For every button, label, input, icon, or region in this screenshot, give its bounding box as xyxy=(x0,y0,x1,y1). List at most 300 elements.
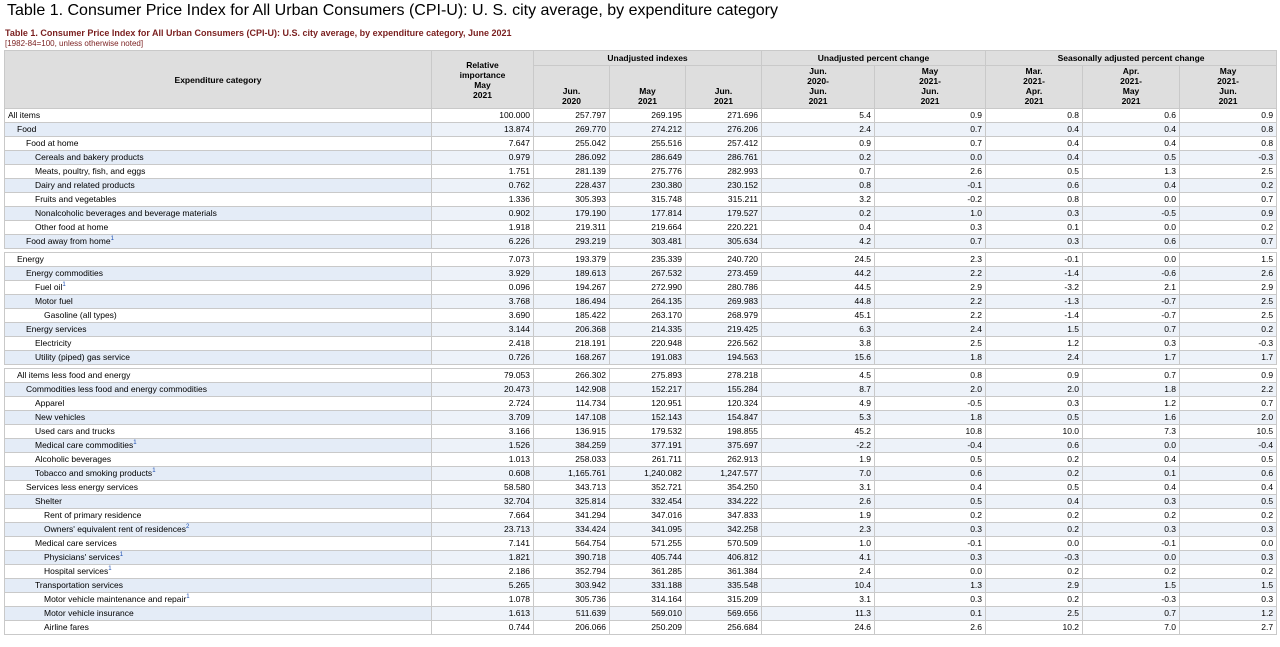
relative-importance-cell: 7.647 xyxy=(432,137,534,151)
category-cell xyxy=(5,523,432,537)
footnote-link[interactable]: 1 xyxy=(133,440,137,447)
table-row xyxy=(5,537,1277,551)
sa-may-jun-cell: 0.8 xyxy=(1180,123,1277,137)
index-jun-2021-cell: 286.761 xyxy=(686,151,762,165)
index-may-2021-cell: 315.748 xyxy=(610,193,686,207)
index-may-2021-cell: 1,240.082 xyxy=(610,467,686,481)
table-row xyxy=(5,253,1277,267)
relative-importance-cell: 23.713 xyxy=(432,523,534,537)
sa-apr-may-cell: 0.4 xyxy=(1083,137,1180,151)
index-jun-2021-cell: 194.563 xyxy=(686,351,762,365)
table-subcaption: [1982-84=100, unless otherwise noted] xyxy=(5,39,144,48)
category-cell xyxy=(5,607,432,621)
index-jun-2021-cell: 269.983 xyxy=(686,295,762,309)
sa-may-jun-cell: 2.5 xyxy=(1180,165,1277,179)
index-jun-2021-cell: 240.720 xyxy=(686,253,762,267)
category-cell xyxy=(5,537,432,551)
cpi-table xyxy=(4,50,1277,635)
sa-mar-apr-cell: 0.2 xyxy=(986,523,1083,537)
pct-may21-jun21-cell: 1.8 xyxy=(875,411,986,425)
table-row xyxy=(5,165,1277,179)
sa-mar-apr-cell: -1.4 xyxy=(986,309,1083,323)
table-row xyxy=(5,565,1277,579)
category-cell xyxy=(5,193,432,207)
sa-apr-may-cell: 2.1 xyxy=(1083,281,1180,295)
sa-may-jun-cell: 2.0 xyxy=(1180,411,1277,425)
relative-importance-cell: 3.690 xyxy=(432,309,534,323)
index-jun-2021-cell: 154.847 xyxy=(686,411,762,425)
category-cell xyxy=(5,481,432,495)
relative-importance-cell: 1.613 xyxy=(432,607,534,621)
sa-may-jun-cell: 0.7 xyxy=(1180,235,1277,249)
index-may-2021-cell: 314.164 xyxy=(610,593,686,607)
sa-may-jun-cell: 2.9 xyxy=(1180,281,1277,295)
pct-jun20-jun21-cell: 4.1 xyxy=(762,551,875,565)
sa-apr-may-cell: 0.7 xyxy=(1083,323,1180,337)
sa-apr-may-cell: 0.4 xyxy=(1083,123,1180,137)
pct-may21-jun21-cell: 0.3 xyxy=(875,593,986,607)
index-jun-2021-cell: 342.258 xyxy=(686,523,762,537)
pct-may21-jun21-cell: -0.1 xyxy=(875,179,986,193)
index-may-2021-cell: 274.212 xyxy=(610,123,686,137)
sa-may-jun-cell: 1.2 xyxy=(1180,607,1277,621)
page-title: Table 1. Consumer Price Index for All Urban Consumers (CPI-U): U. S. city average, by expenditure category xyxy=(7,2,778,19)
pct-may21-jun21-cell: 2.4 xyxy=(875,323,986,337)
table-row xyxy=(5,523,1277,537)
index-jun-2021-cell: 335.548 xyxy=(686,579,762,593)
index-may-2021-cell: 220.948 xyxy=(610,337,686,351)
relative-importance-cell: 3.768 xyxy=(432,295,534,309)
category-name: Owners' equivalent rent of residences xyxy=(44,524,186,534)
category-name: Hospital services xyxy=(44,566,109,576)
index-jun-2021-cell: 262.913 xyxy=(686,453,762,467)
pct-jun20-jun21-cell: 0.2 xyxy=(762,151,875,165)
index-jun-2020-cell: 269.770 xyxy=(534,123,610,137)
index-may-2021-cell: 219.664 xyxy=(610,221,686,235)
category-name: Commodities less food and energy commodities xyxy=(26,384,207,394)
pct-may21-jun21-cell: 10.8 xyxy=(875,425,986,439)
relative-importance-cell: 0.726 xyxy=(432,351,534,365)
pct-may21-jun21-cell: 1.8 xyxy=(875,351,986,365)
index-jun-2021-cell: 198.855 xyxy=(686,425,762,439)
sa-apr-may-cell: 0.3 xyxy=(1083,523,1180,537)
sa-may-jun-cell: 1.5 xyxy=(1180,253,1277,267)
index-jun-2020-cell: 258.033 xyxy=(534,453,610,467)
index-jun-2021-cell: 155.284 xyxy=(686,383,762,397)
category-name: Dairy and related products xyxy=(35,180,135,190)
header-group-unadjusted-indexes: Unadjusted indexes xyxy=(534,51,762,66)
index-jun-2021-cell: 282.993 xyxy=(686,165,762,179)
index-jun-2020-cell: 334.424 xyxy=(534,523,610,537)
index-may-2021-cell: 269.195 xyxy=(610,109,686,123)
pct-jun20-jun21-cell: 2.4 xyxy=(762,123,875,137)
sa-may-jun-cell: -0.3 xyxy=(1180,151,1277,165)
index-jun-2020-cell: 206.368 xyxy=(534,323,610,337)
pct-jun20-jun21-cell: 1.9 xyxy=(762,453,875,467)
category-cell xyxy=(5,151,432,165)
category-cell xyxy=(5,551,432,565)
table-row xyxy=(5,281,1277,295)
pct-jun20-jun21-cell: 24.6 xyxy=(762,621,875,635)
category-name: Fruits and vegetables xyxy=(35,194,117,204)
sa-mar-apr-cell: 0.2 xyxy=(986,565,1083,579)
table-body xyxy=(5,109,1277,635)
relative-importance-cell: 7.664 xyxy=(432,509,534,523)
relative-importance-cell: 0.979 xyxy=(432,151,534,165)
sa-mar-apr-cell: -1.4 xyxy=(986,267,1083,281)
index-jun-2021-cell: 315.209 xyxy=(686,593,762,607)
pct-jun20-jun21-cell: 1.9 xyxy=(762,509,875,523)
pct-jun20-jun21-cell: 0.7 xyxy=(762,165,875,179)
relative-importance-cell: 1.336 xyxy=(432,193,534,207)
footnote-link[interactable]: 1 xyxy=(119,552,124,559)
sa-apr-may-cell: 0.6 xyxy=(1083,109,1180,123)
relative-importance-cell: 2.418 xyxy=(432,337,534,351)
pct-may21-jun21-cell: 0.2 xyxy=(875,509,986,523)
sa-mar-apr-cell: 0.4 xyxy=(986,151,1083,165)
sa-mar-apr-cell: 0.5 xyxy=(986,165,1083,179)
index-jun-2020-cell: 194.267 xyxy=(534,281,610,295)
index-jun-2020-cell: 228.437 xyxy=(534,179,610,193)
category-name: Gasoline (all types) xyxy=(44,310,117,320)
index-may-2021-cell: 255.516 xyxy=(610,137,686,151)
table-row xyxy=(5,151,1277,165)
relative-importance-cell: 3.144 xyxy=(432,323,534,337)
sa-mar-apr-cell: 2.5 xyxy=(986,607,1083,621)
sa-apr-may-cell: 1.8 xyxy=(1083,383,1180,397)
relative-importance-cell: 20.473 xyxy=(432,383,534,397)
sa-may-jun-cell: 0.8 xyxy=(1180,137,1277,151)
index-jun-2021-cell: 569.656 xyxy=(686,607,762,621)
category-name: Electricity xyxy=(35,338,72,348)
index-jun-2021-cell: 273.459 xyxy=(686,267,762,281)
category-name: Medical care services xyxy=(35,538,117,548)
sa-may-jun-cell: 0.9 xyxy=(1180,369,1277,383)
index-jun-2020-cell: 325.814 xyxy=(534,495,610,509)
index-may-2021-cell: 214.335 xyxy=(610,323,686,337)
index-jun-2020-cell: 511.639 xyxy=(534,607,610,621)
table-row xyxy=(5,221,1277,235)
index-jun-2020-cell: 179.190 xyxy=(534,207,610,221)
index-may-2021-cell: 352.721 xyxy=(610,481,686,495)
category-name: Transportation services xyxy=(35,580,124,590)
sa-mar-apr-cell: 0.9 xyxy=(986,369,1083,383)
index-jun-2020-cell: 352.794 xyxy=(534,565,610,579)
index-jun-2021-cell: 179.527 xyxy=(686,207,762,221)
table-row xyxy=(5,495,1277,509)
pct-may21-jun21-cell: 0.4 xyxy=(875,481,986,495)
category-name: Motor fuel xyxy=(35,296,73,306)
index-may-2021-cell: 361.285 xyxy=(610,565,686,579)
category-name: All items less food and energy xyxy=(17,370,131,380)
pct-jun20-jun21-cell: 3.8 xyxy=(762,337,875,351)
pct-jun20-jun21-cell: 3.2 xyxy=(762,193,875,207)
table-row xyxy=(5,295,1277,309)
category-name: Food away from home xyxy=(26,236,111,246)
index-may-2021-cell: 267.532 xyxy=(610,267,686,281)
category-name: Utility (piped) gas service xyxy=(35,352,130,362)
index-jun-2021-cell: 347.833 xyxy=(686,509,762,523)
relative-importance-cell: 3.929 xyxy=(432,267,534,281)
pct-may21-jun21-cell: 0.3 xyxy=(875,523,986,537)
footnote-link[interactable]: 1 xyxy=(108,566,112,573)
sa-apr-may-cell: 1.3 xyxy=(1083,165,1180,179)
category-cell xyxy=(5,439,432,453)
index-jun-2021-cell: 120.324 xyxy=(686,397,762,411)
sa-may-jun-cell: -0.4 xyxy=(1180,439,1277,453)
category-name: Shelter xyxy=(35,496,62,506)
sa-apr-may-cell: 0.0 xyxy=(1083,253,1180,267)
table-row xyxy=(5,439,1277,453)
relative-importance-cell: 6.226 xyxy=(432,235,534,249)
index-jun-2021-cell: 361.384 xyxy=(686,565,762,579)
sa-may-jun-cell: 0.2 xyxy=(1180,179,1277,193)
sa-apr-may-cell: 0.2 xyxy=(1083,565,1180,579)
sa-mar-apr-cell: 0.2 xyxy=(986,509,1083,523)
footnote-link[interactable]: 1 xyxy=(186,594,190,601)
category-cell xyxy=(5,453,432,467)
sa-mar-apr-cell: 0.2 xyxy=(986,453,1083,467)
category-cell xyxy=(5,579,432,593)
index-may-2021-cell: 275.893 xyxy=(610,369,686,383)
sa-mar-apr-cell: 0.4 xyxy=(986,137,1083,151)
pct-jun20-jun21-cell: 44.8 xyxy=(762,295,875,309)
sa-may-jun-cell: 10.5 xyxy=(1180,425,1277,439)
category-cell xyxy=(5,411,432,425)
category-name: Energy services xyxy=(26,324,87,334)
sa-apr-may-cell: 0.3 xyxy=(1083,495,1180,509)
sa-may-jun-cell: 2.2 xyxy=(1180,383,1277,397)
index-may-2021-cell: 250.209 xyxy=(610,621,686,635)
sa-apr-may-cell: 0.3 xyxy=(1083,337,1180,351)
index-may-2021-cell: 120.951 xyxy=(610,397,686,411)
category-cell xyxy=(5,179,432,193)
index-jun-2020-cell: 219.311 xyxy=(534,221,610,235)
sa-mar-apr-cell: 0.6 xyxy=(986,439,1083,453)
sa-apr-may-cell: 0.0 xyxy=(1083,221,1180,235)
category-cell xyxy=(5,207,432,221)
sa-mar-apr-cell: 2.9 xyxy=(986,579,1083,593)
pct-jun20-jun21-cell: 11.3 xyxy=(762,607,875,621)
sa-may-jun-cell: 0.9 xyxy=(1180,109,1277,123)
category-cell xyxy=(5,383,432,397)
pct-jun20-jun21-cell: 1.0 xyxy=(762,537,875,551)
table-row xyxy=(5,593,1277,607)
category-cell xyxy=(5,165,432,179)
relative-importance-cell: 7.141 xyxy=(432,537,534,551)
pct-may21-jun21-cell: 2.2 xyxy=(875,309,986,323)
relative-importance-cell: 1.526 xyxy=(432,439,534,453)
category-cell xyxy=(5,337,432,351)
sa-apr-may-cell: 1.2 xyxy=(1083,397,1180,411)
index-jun-2020-cell: 142.908 xyxy=(534,383,610,397)
sa-mar-apr-cell: 0.2 xyxy=(986,593,1083,607)
sa-mar-apr-cell: 2.0 xyxy=(986,383,1083,397)
index-may-2021-cell: 275.776 xyxy=(610,165,686,179)
sa-may-jun-cell: 0.4 xyxy=(1180,481,1277,495)
index-jun-2020-cell: 193.379 xyxy=(534,253,610,267)
sa-may-jun-cell: 1.5 xyxy=(1180,579,1277,593)
category-name: Motor vehicle insurance xyxy=(44,608,134,618)
category-name: Tobacco and smoking products xyxy=(35,468,153,478)
sa-may-jun-cell: 0.0 xyxy=(1180,537,1277,551)
index-jun-2020-cell: 286.092 xyxy=(534,151,610,165)
pct-may21-jun21-cell: 2.6 xyxy=(875,621,986,635)
footnote-link[interactable]: 1 xyxy=(152,468,156,475)
category-cell xyxy=(5,295,432,309)
index-jun-2020-cell: 281.139 xyxy=(534,165,610,179)
relative-importance-cell: 32.704 xyxy=(432,495,534,509)
pct-jun20-jun21-cell: 10.4 xyxy=(762,579,875,593)
pct-may21-jun21-cell: 0.3 xyxy=(875,221,986,235)
sa-apr-may-cell: 7.0 xyxy=(1083,621,1180,635)
index-jun-2021-cell: 219.425 xyxy=(686,323,762,337)
table-row xyxy=(5,467,1277,481)
pct-may21-jun21-cell: 2.2 xyxy=(875,295,986,309)
index-jun-2020-cell: 186.494 xyxy=(534,295,610,309)
pct-may21-jun21-cell: 1.3 xyxy=(875,579,986,593)
pct-may21-jun21-cell: 2.9 xyxy=(875,281,986,295)
sa-may-jun-cell: 0.3 xyxy=(1180,523,1277,537)
index-jun-2020-cell: 255.042 xyxy=(534,137,610,151)
index-may-2021-cell: 377.191 xyxy=(610,439,686,453)
pct-may21-jun21-cell: 2.6 xyxy=(875,165,986,179)
table-row xyxy=(5,411,1277,425)
category-name: Airline fares xyxy=(44,622,89,632)
pct-may21-jun21-cell: -0.2 xyxy=(875,193,986,207)
sa-mar-apr-cell: -0.3 xyxy=(986,551,1083,565)
index-jun-2021-cell: 334.222 xyxy=(686,495,762,509)
sa-mar-apr-cell: 0.8 xyxy=(986,109,1083,123)
table-row xyxy=(5,193,1277,207)
header-sa-mar-apr: Mar. 2021- Apr. 2021 xyxy=(986,66,1083,109)
category-cell xyxy=(5,123,432,137)
sa-apr-may-cell: 0.1 xyxy=(1083,467,1180,481)
pct-may21-jun21-cell: 0.8 xyxy=(875,369,986,383)
sa-apr-may-cell: 0.0 xyxy=(1083,439,1180,453)
pct-jun20-jun21-cell: 24.5 xyxy=(762,253,875,267)
sa-apr-may-cell: 1.7 xyxy=(1083,351,1180,365)
table-row xyxy=(5,453,1277,467)
sa-may-jun-cell: 0.2 xyxy=(1180,509,1277,523)
pct-jun20-jun21-cell: 7.0 xyxy=(762,467,875,481)
pct-may21-jun21-cell: 0.7 xyxy=(875,137,986,151)
sa-apr-may-cell: 0.7 xyxy=(1083,369,1180,383)
index-jun-2020-cell: 114.734 xyxy=(534,397,610,411)
category-cell xyxy=(5,253,432,267)
index-jun-2021-cell: 315.211 xyxy=(686,193,762,207)
sa-may-jun-cell: 1.7 xyxy=(1180,351,1277,365)
sa-apr-may-cell: 0.4 xyxy=(1083,179,1180,193)
sa-mar-apr-cell: -3.2 xyxy=(986,281,1083,295)
sa-mar-apr-cell: 0.1 xyxy=(986,221,1083,235)
footnote-link[interactable]: 2 xyxy=(185,524,190,531)
sa-apr-may-cell: 0.4 xyxy=(1083,453,1180,467)
sa-apr-may-cell: -0.7 xyxy=(1083,295,1180,309)
index-may-2021-cell: 303.481 xyxy=(610,235,686,249)
table-row xyxy=(5,607,1277,621)
category-cell xyxy=(5,593,432,607)
index-jun-2020-cell: 206.066 xyxy=(534,621,610,635)
sa-mar-apr-cell: 10.0 xyxy=(986,425,1083,439)
category-cell xyxy=(5,495,432,509)
table-row xyxy=(5,267,1277,281)
sa-mar-apr-cell: 0.6 xyxy=(986,179,1083,193)
table-row xyxy=(5,351,1277,365)
index-jun-2020-cell: 136.915 xyxy=(534,425,610,439)
category-cell xyxy=(5,221,432,235)
category-name: Services less energy services xyxy=(26,482,138,492)
sa-may-jun-cell: 0.7 xyxy=(1180,397,1277,411)
pct-may21-jun21-cell: -0.4 xyxy=(875,439,986,453)
category-name: Medical care commodities xyxy=(35,440,134,450)
sa-apr-may-cell: -0.5 xyxy=(1083,207,1180,221)
sa-apr-may-cell: 1.5 xyxy=(1083,579,1180,593)
index-may-2021-cell: 272.990 xyxy=(610,281,686,295)
sa-may-jun-cell: 0.2 xyxy=(1180,221,1277,235)
table-row xyxy=(5,425,1277,439)
footnote-link[interactable]: 1 xyxy=(62,282,66,289)
index-jun-2021-cell: 570.509 xyxy=(686,537,762,551)
sa-mar-apr-cell: 0.2 xyxy=(986,467,1083,481)
sa-mar-apr-cell: -0.1 xyxy=(986,253,1083,267)
category-name: Used cars and trucks xyxy=(35,426,115,436)
pct-may21-jun21-cell: 0.7 xyxy=(875,123,986,137)
header-relative-importance: Relative importance May 2021 xyxy=(432,51,534,109)
category-name: Fuel oil xyxy=(35,282,63,292)
index-jun-2020-cell: 341.294 xyxy=(534,509,610,523)
category-cell xyxy=(5,281,432,295)
index-jun-2020-cell: 564.754 xyxy=(534,537,610,551)
table-row xyxy=(5,309,1277,323)
index-may-2021-cell: 261.711 xyxy=(610,453,686,467)
index-may-2021-cell: 569.010 xyxy=(610,607,686,621)
sa-mar-apr-cell: 0.5 xyxy=(986,411,1083,425)
sa-mar-apr-cell: 1.2 xyxy=(986,337,1083,351)
relative-importance-cell: 0.902 xyxy=(432,207,534,221)
category-name: Food xyxy=(17,124,37,134)
category-name: Energy xyxy=(17,254,44,264)
index-jun-2020-cell: 257.797 xyxy=(534,109,610,123)
category-cell xyxy=(5,109,432,123)
footnote-link[interactable]: 1 xyxy=(110,236,114,243)
index-may-2021-cell: 347.016 xyxy=(610,509,686,523)
index-may-2021-cell: 571.255 xyxy=(610,537,686,551)
relative-importance-cell: 3.709 xyxy=(432,411,534,425)
category-name: Physicians' services xyxy=(44,552,120,562)
header-idx-jun-2020: Jun. 2020 xyxy=(534,66,610,109)
pct-may21-jun21-cell: 2.3 xyxy=(875,253,986,267)
table-row xyxy=(5,397,1277,411)
pct-jun20-jun21-cell: 0.4 xyxy=(762,221,875,235)
pct-jun20-jun21-cell: 8.7 xyxy=(762,383,875,397)
sa-may-jun-cell: 0.9 xyxy=(1180,207,1277,221)
table-row xyxy=(5,123,1277,137)
category-name: Rent of primary residence xyxy=(44,510,142,520)
category-cell xyxy=(5,621,432,635)
index-jun-2020-cell: 303.942 xyxy=(534,579,610,593)
index-jun-2020-cell: 305.736 xyxy=(534,593,610,607)
sa-apr-may-cell: 0.6 xyxy=(1083,235,1180,249)
index-jun-2021-cell: 278.218 xyxy=(686,369,762,383)
sa-mar-apr-cell: 0.4 xyxy=(986,123,1083,137)
sa-may-jun-cell: 0.2 xyxy=(1180,323,1277,337)
header-expenditure-category: Expenditure category xyxy=(5,51,432,109)
table-row xyxy=(5,235,1277,249)
category-name: Alcoholic beverages xyxy=(35,454,112,464)
index-jun-2021-cell: 256.684 xyxy=(686,621,762,635)
index-jun-2021-cell: 375.697 xyxy=(686,439,762,453)
